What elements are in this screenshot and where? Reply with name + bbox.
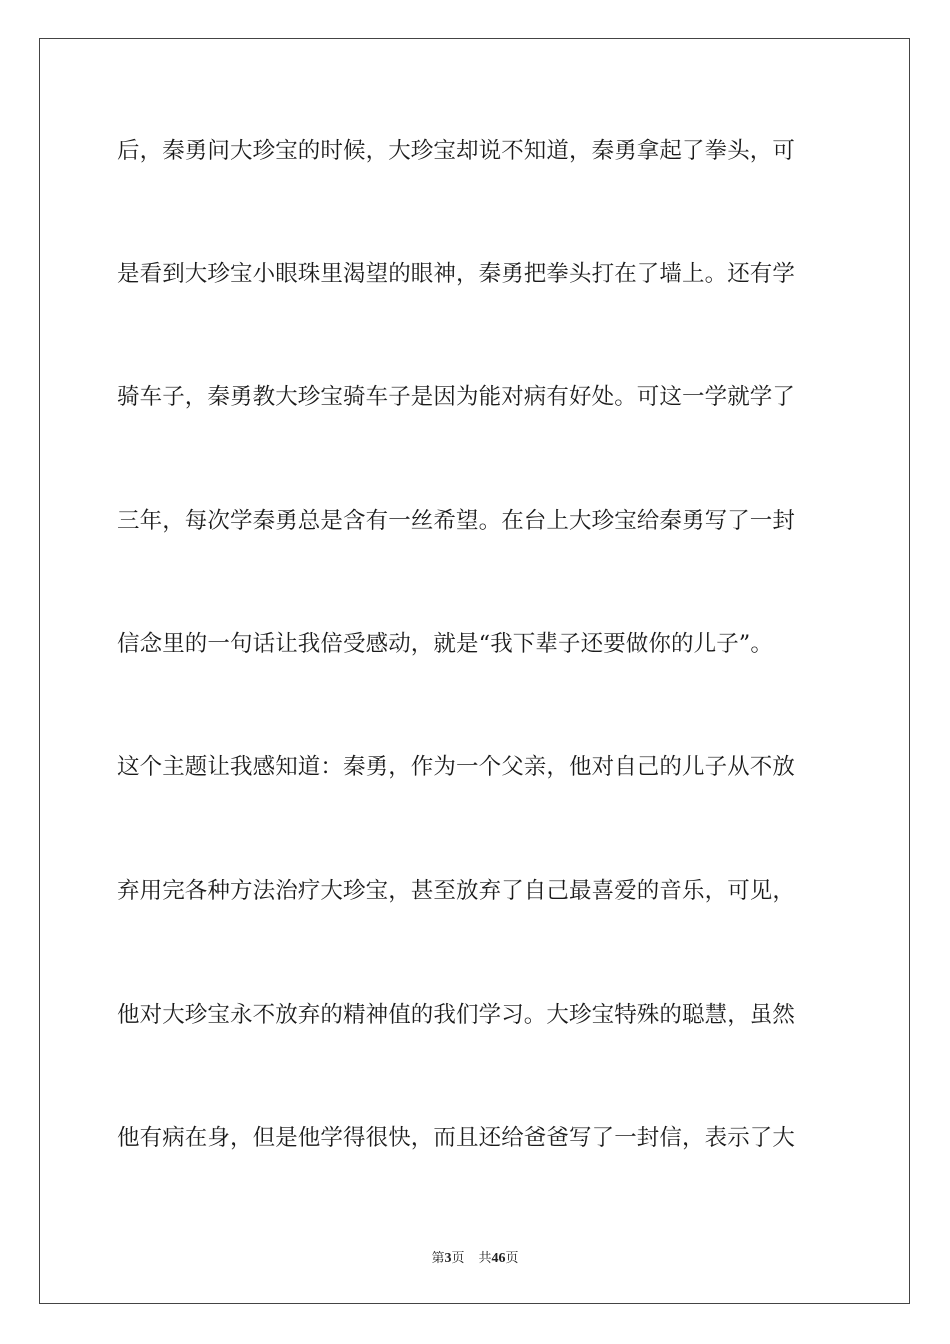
- page-prefix: 第: [431, 1251, 445, 1266]
- page-frame: [39, 38, 910, 1304]
- page-current-number: 3: [444, 1251, 452, 1266]
- page-suffix: 页: [451, 1251, 465, 1266]
- page-total-number: 46: [491, 1251, 506, 1266]
- total-prefix: 共: [478, 1251, 492, 1266]
- body-text-line-4: 三年，每次学秦勇总是含有一丝希望。在台上大珍宝给秦勇写了一封: [117, 508, 796, 534]
- body-text-line-9: 他有病在身，但是他学得很快，而且还给爸爸写了一封信，表示了大: [117, 1125, 796, 1151]
- total-suffix: 页: [505, 1251, 519, 1266]
- body-text-line-6: 这个主题让我感知道：秦勇，作为一个父亲，他对自己的儿子从不放: [117, 754, 796, 780]
- body-text-line-8: 他对大珍宝永不放弃的精神值的我们学习。大珍宝特殊的聪慧，虽然: [117, 1002, 796, 1028]
- body-text-line-2: 是看到大珍宝小眼珠里渴望的眼神，秦勇把拳头打在了墙上。还有学: [117, 261, 796, 287]
- body-text-line-7: 弃用完各种方法治疗大珍宝，甚至放弃了自己最喜爱的音乐，可见，: [117, 878, 796, 904]
- body-text-line-3: 骑车子，秦勇教大珍宝骑车子是因为能对病有好处。可这一学就学了: [117, 384, 796, 410]
- body-text-line-1: 后，秦勇问大珍宝的时候，大珍宝却说不知道，秦勇拿起了拳头，可: [117, 138, 796, 164]
- page-footer: [0, 1247, 950, 1267]
- body-text-line-5: 信念里的一句话让我倍受感动，就是“我下辈子还要做你的儿子”。: [117, 631, 774, 657]
